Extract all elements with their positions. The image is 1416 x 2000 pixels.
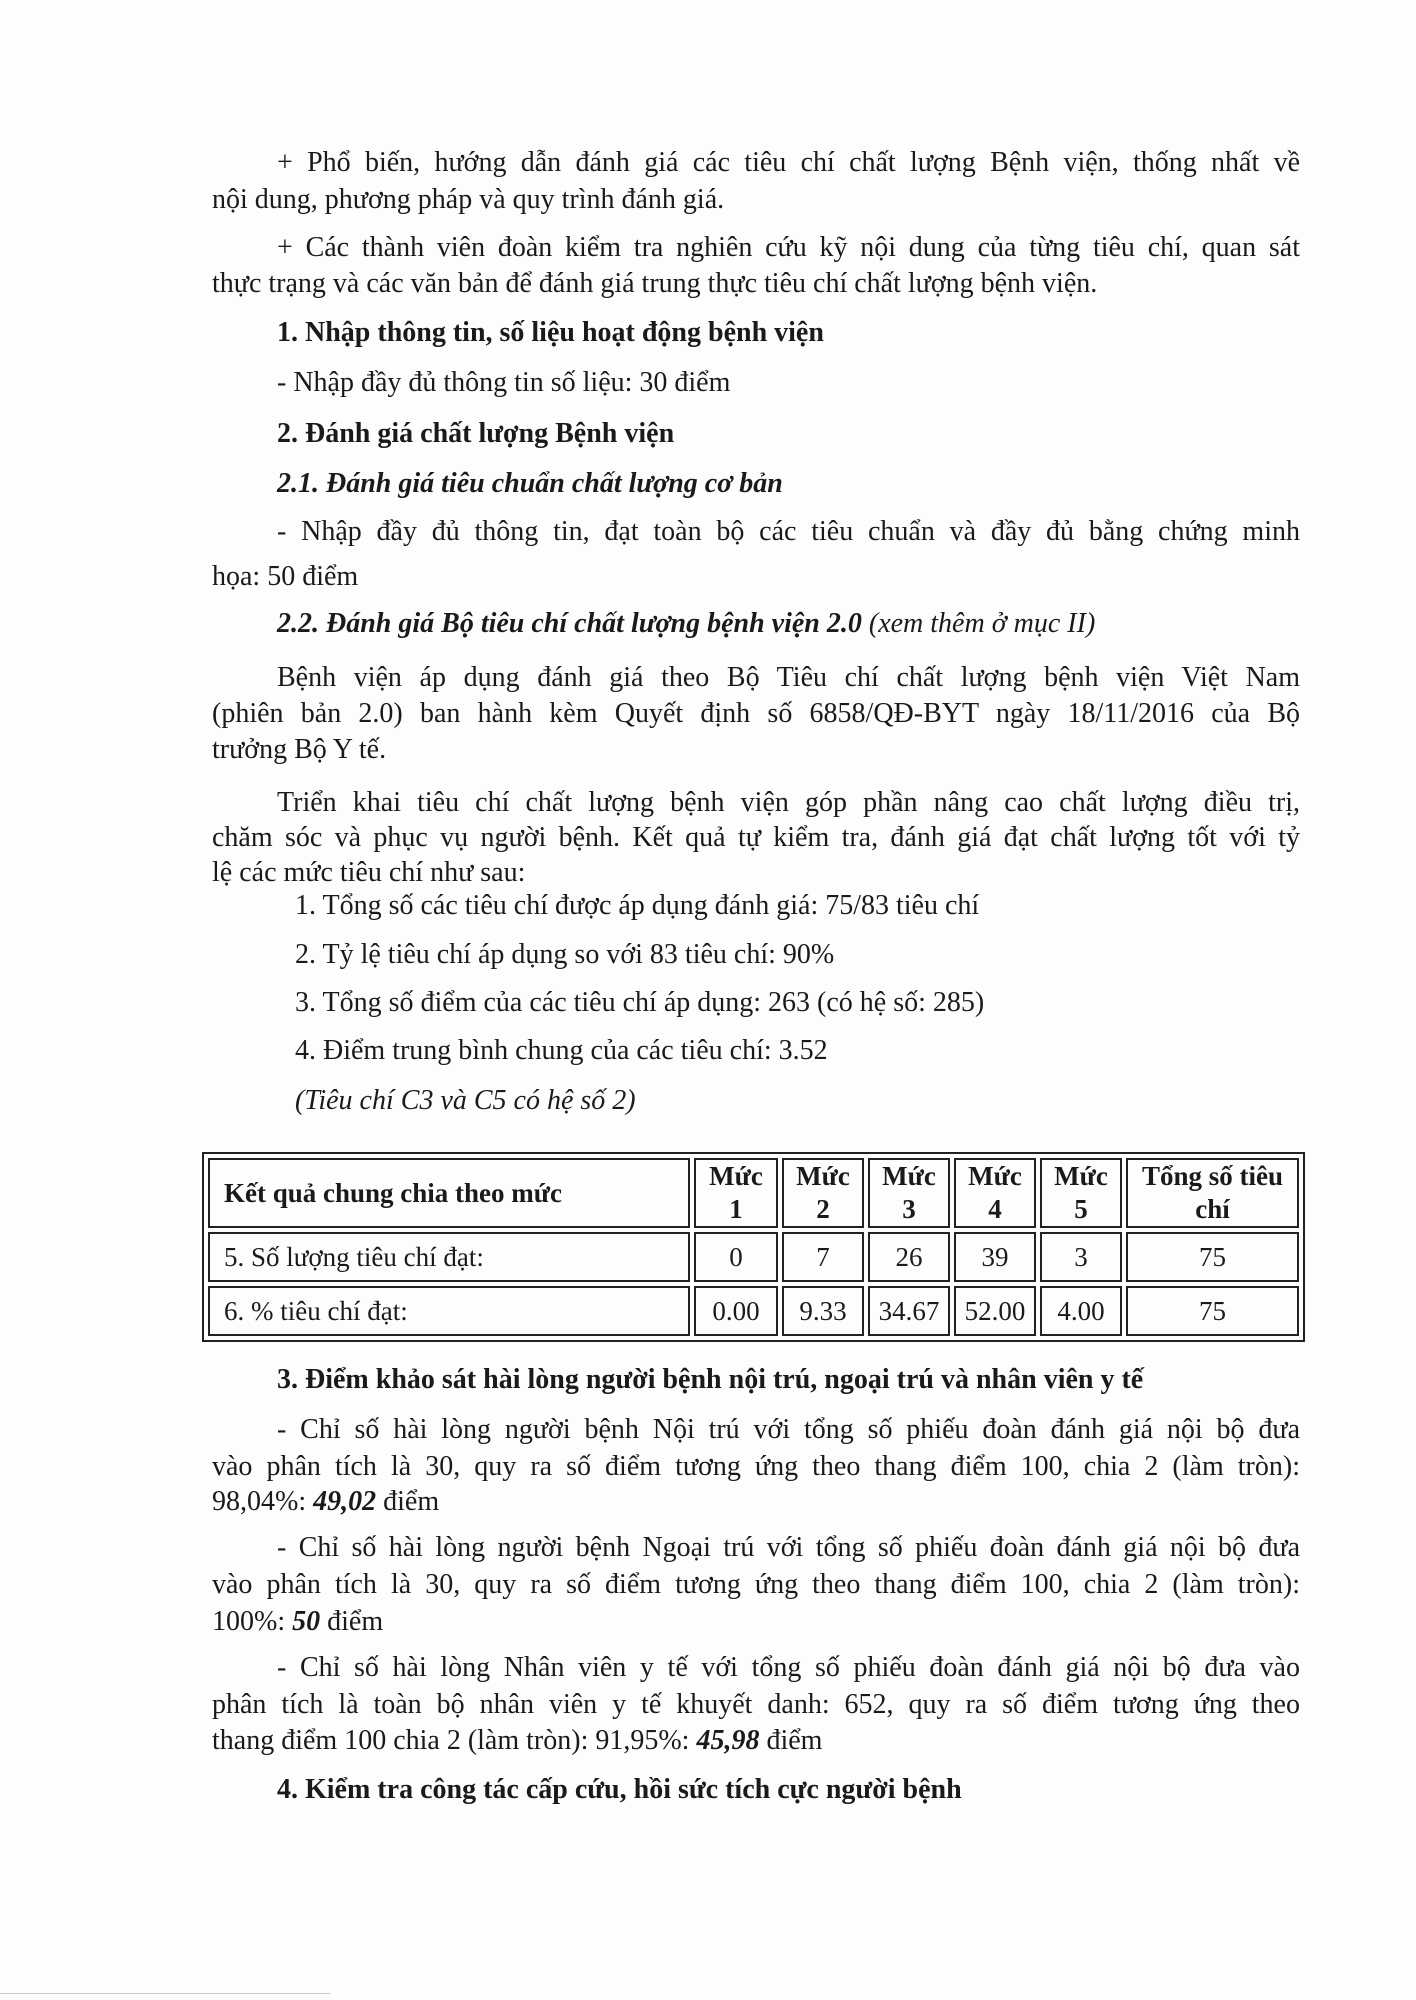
table-header-level-4 [954,1158,1036,1228]
table-row [208,1286,1299,1336]
outpatient-line-2: vào phân tích là 30, quy ra số điểm tương ứng theo thang điểm 100, chia 2 (làm tròn): [212,1569,1300,1600]
table-header-level-3 [868,1158,950,1228]
total-label-bottom: chí [1195,1194,1230,1224]
staff-score: 45,98 [696,1725,760,1756]
inpatient-score: 49,02 [313,1486,377,1517]
section-2-2-para-2-line-1: Triển khai tiêu chí chất lượng bệnh viện góp phần nâng cao chất lượng điều trị, [277,787,1300,818]
table-header-label: Kết quả chung chia theo mức [208,1158,690,1228]
section-1-item: - Nhập đầy đủ thông tin số liệu: 30 điểm [277,367,731,398]
cell-level-1: 0.00 [694,1286,778,1336]
score-unit: điểm [320,1606,384,1637]
intro-bullet-1-line-1: + Phổ biến, hướng dẫn đánh giá các tiêu chí chất lượng Bệnh viện, thống nhất về [277,147,1300,178]
summary-list-item: 4. Điểm trung bình chung của các tiêu chí: 3.52 [295,1035,828,1066]
cell-level-2: 7 [782,1232,864,1282]
outpatient-percent: 100%: [212,1606,293,1637]
score-unit: điểm [376,1486,440,1517]
section-4-heading: 4. Kiểm tra công tác cấp cứu, hồi sức tích cực người bệnh [277,1774,962,1805]
score-unit: điểm [759,1725,823,1756]
level-number: 3 [902,1194,916,1224]
section-2-2-heading-title: 2.2. Đánh giá Bộ tiêu chí chất lượng bệnh viện 2.0 [277,608,862,639]
cell-level-5: 4.00 [1040,1286,1122,1336]
staff-prefix: thang điểm 100 chia 2 (làm tròn): 91,95%: [212,1725,697,1756]
section-2-2-para-1-line-2: (phiên bản 2.0) ban hành kèm Quyết định số 6858/QĐ-BYT ngày 18/11/2016 của Bộ [212,698,1300,729]
staff-line-3 [212,1723,1300,1759]
level-label: Mức [709,1161,763,1191]
inpatient-line-1: - Chỉ số hài lòng người bệnh Nội trú với tổng số phiếu đoàn đánh giá nội bộ đưa [277,1414,1300,1445]
staff-line-2: phân tích là toàn bộ nhân viên y tế khuyết danh: 652, quy ra số điểm tương ứng theo [212,1689,1300,1720]
table-header-level-2 [782,1158,864,1228]
level-number: 5 [1074,1194,1088,1224]
table-header-level-1 [694,1158,778,1228]
section-2-1-item-line-2: họa: 50 điểm [212,561,359,592]
section-2-1-item-line-1: - Nhập đầy đủ thông tin, đạt toàn bộ các tiêu chuẩn và đầy đủ bằng chứng minh [277,516,1300,547]
scan-edge-line [0,1993,330,1994]
table-header-row [208,1158,1299,1228]
level-number: 4 [988,1194,1002,1224]
level-label: Mức [968,1161,1022,1191]
level-label: Mức [1054,1161,1108,1191]
cell-level-4: 39 [954,1232,1036,1282]
coefficient-note: (Tiêu chí C3 và C5 có hệ số 2) [295,1085,636,1116]
section-2-2-heading-note: (xem thêm ở mục II) [861,608,1096,639]
cell-level-1: 0 [694,1232,778,1282]
section-2-2-para-1-line-3: trưởng Bộ Y tế. [212,734,387,765]
section-2-2-para-2-line-2: chăm sóc và phục vụ người bệnh. Kết quả tự kiểm tra, đánh giá đạt chất lượng tốt với tỷ [212,822,1300,853]
summary-list-item: 2. Tỷ lệ tiêu chí áp dụng so với 83 tiêu chí: 90% [295,939,835,970]
level-number: 2 [816,1194,830,1224]
table-header-total [1126,1158,1299,1228]
cell-total: 75 [1126,1232,1299,1282]
outpatient-line-1: - Chỉ số hài lòng người bệnh Ngoại trú với tổng số phiếu đoàn đánh giá nội bộ đưa [277,1532,1300,1563]
table-header-level-5 [1040,1158,1122,1228]
row-label: 6. % tiêu chí đạt: [208,1286,690,1336]
cell-total: 75 [1126,1286,1299,1336]
cell-level-3: 26 [868,1232,950,1282]
section-2-2-para-1-line-1: Bệnh viện áp dụng đánh giá theo Bộ Tiêu chí chất lượng bệnh viện Việt Nam [277,662,1300,693]
section-2-1-heading: 2.1. Đánh giá tiêu chuẩn chất lượng cơ bản [277,468,783,499]
summary-list-item: 1. Tổng số các tiêu chí được áp dụng đánh giá: 75/83 tiêu chí [295,890,980,921]
outpatient-line-3 [212,1604,1300,1640]
results-by-level-table [202,1152,1305,1342]
cell-level-3: 34.67 [868,1286,950,1336]
intro-bullet-2-line-2: thực trạng và các văn bản để đánh giá trung thực tiêu chí chất lượng bệnh viện. [212,268,1098,299]
section-2-heading: 2. Đánh giá chất lượng Bệnh viện [277,418,675,449]
intro-bullet-2-line-1: + Các thành viên đoàn kiểm tra nghiên cứu kỹ nội dung của từng tiêu chí, quan sát [277,232,1300,263]
summary-list-item: 3. Tổng số điểm của các tiêu chí áp dụng: 263 (có hệ số: 285) [295,987,985,1018]
level-label: Mức [882,1161,936,1191]
row-label: 5. Số lượng tiêu chí đạt: [208,1232,690,1282]
cell-level-4: 52.00 [954,1286,1036,1336]
section-1-heading: 1. Nhập thông tin, số liệu hoạt động bệnh viện [277,317,824,348]
outpatient-score: 50 [292,1606,321,1637]
level-label: Mức [796,1161,850,1191]
level-number: 1 [729,1194,743,1224]
intro-bullet-1-line-2: nội dung, phương pháp và quy trình đánh giá. [212,184,725,215]
staff-line-1: - Chỉ số hài lòng Nhân viên y tế với tổng số phiếu đoàn đánh giá nội bộ đưa vào [277,1652,1300,1683]
table-row [208,1232,1299,1282]
inpatient-line-3 [212,1484,1300,1520]
cell-level-2: 9.33 [782,1286,864,1336]
total-label-top: Tổng số tiêu [1141,1161,1284,1191]
section-2-2-para-2-line-3: lệ các mức tiêu chí như sau: [212,857,526,888]
inpatient-percent: 98,04%: [212,1486,314,1517]
section-3-heading: 3. Điểm khảo sát hài lòng người bệnh nội trú, ngoại trú và nhân viên y tế [277,1364,1144,1395]
section-2-2-heading [277,606,1300,642]
inpatient-line-2: vào phân tích là 30, quy ra số điểm tương ứng theo thang điểm 100, chia 2 (làm tròn): [212,1451,1300,1482]
cell-level-5: 3 [1040,1232,1122,1282]
